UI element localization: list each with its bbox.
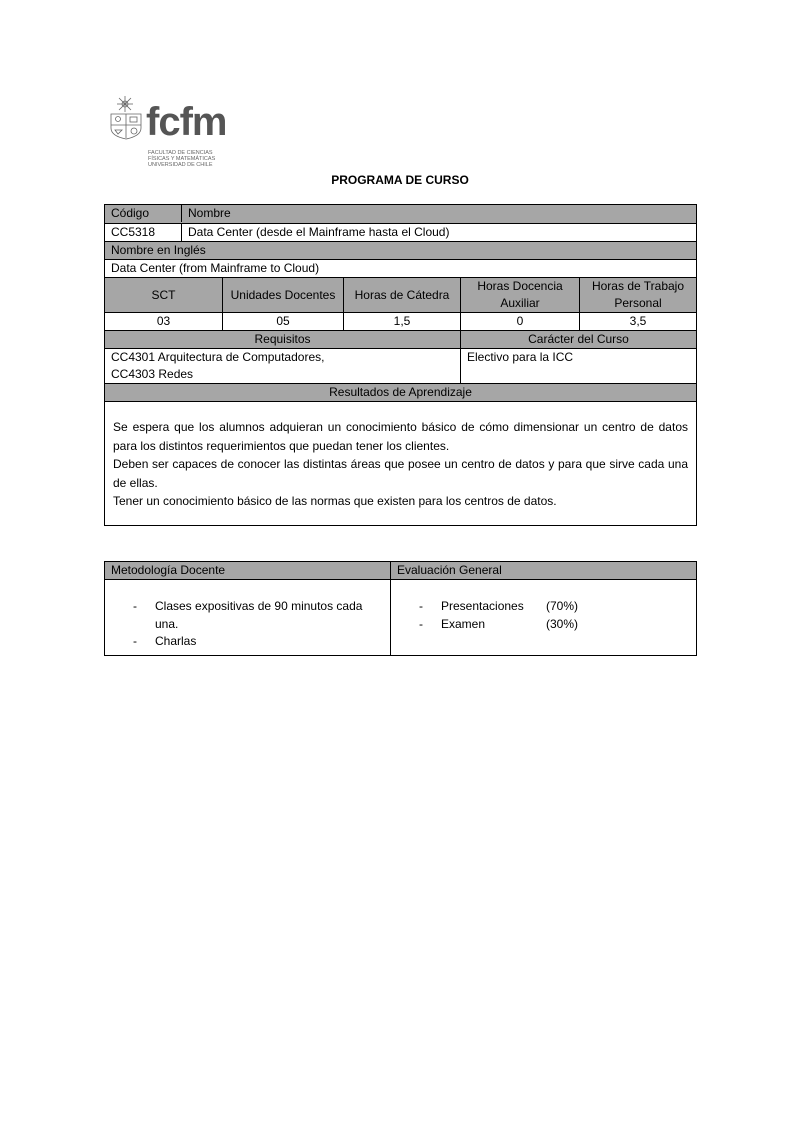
course-row: [105, 224, 697, 242]
methodology-header: Metodología Docente: [105, 562, 391, 580]
hours-header-sct: SCT: [105, 278, 223, 313]
hours-value-units: 05: [223, 313, 344, 331]
methodology-item: - Charlas: [111, 633, 384, 651]
results-paragraph: Tener un conocimiento básico de las normas que existen para los centros de datos.: [113, 494, 557, 508]
evaluation-header: Evaluación General: [391, 562, 697, 580]
code-header: Código Nombre: [105, 205, 223, 224]
evaluation-weight: (70%): [546, 599, 579, 613]
hours-value-auxiliary: 0: [461, 313, 580, 331]
evaluation-body: [391, 580, 697, 656]
university-emblem-icon: [108, 94, 146, 140]
fcfm-logo: [108, 94, 238, 174]
methodology-evaluation-table: [104, 561, 697, 656]
results-body: [105, 402, 697, 526]
evaluation-item: [397, 616, 690, 634]
hours-value-personal: 3,5: [580, 313, 697, 331]
page-title: PROGRAMA DE CURSO: [331, 173, 469, 187]
course-name: Data Center (desde el Mainframe hasta el Cloud): [188, 225, 450, 239]
hours-header-lecture: Horas de Cátedra: [344, 278, 461, 313]
methodology-item: - Clases expositivas de 90 minutos cada una.: [111, 598, 384, 633]
hours-value-lecture: 1,5: [344, 313, 461, 331]
evaluation-label: - Presentaciones: [441, 599, 524, 613]
english-name: Data Center (from Mainframe to Cloud): [105, 260, 697, 278]
evaluation-item: [397, 598, 690, 616]
results-paragraph: Deben ser capaces de conocer las distintas áreas que posee un centro de datos y para que sirve cada una de ellas.: [113, 457, 688, 490]
hours-header-personal: Horas de Trabajo Personal: [580, 278, 697, 313]
hours-header-auxiliary: Horas Docencia Auxiliar: [461, 278, 580, 313]
hours-header-units: Unidades Docentes: [223, 278, 344, 313]
name-header: Nombre: [181, 205, 463, 222]
requirements-list: [105, 349, 461, 384]
evaluation-label: - Examen: [441, 616, 486, 631]
requirement-item: CC4303 Redes: [111, 367, 194, 381]
english-name-header: Nombre en Inglés: [105, 242, 697, 260]
hours-value-sct: 03: [105, 313, 223, 331]
course-character: Electivo para la ICC: [461, 349, 697, 384]
character-header: Carácter del Curso: [461, 331, 697, 349]
requirements-header: Requisitos: [105, 331, 461, 349]
requirement-item: CC4301 Arquitectura de Computadores,: [111, 350, 325, 364]
evaluation-weight: (30%): [546, 616, 579, 631]
results-paragraph: Se espera que los alumnos adquieran un conocimiento básico de cómo dimensionar un centro de datos para los distintos requerimientos que puedan tener los clientes.: [113, 420, 688, 453]
logo-subtitle: FACULTAD DE CIENCIAS FÍSICAS Y MATEMÁTICAS UNIVERSIDAD DE CHILE: [148, 150, 216, 168]
course-code: CC5318: [105, 224, 182, 241]
logo-wordmark: fcfm: [146, 100, 227, 144]
results-header: Resultados de Aprendizaje: [105, 384, 697, 402]
course-info-table: [104, 204, 697, 526]
methodology-body: [105, 580, 391, 656]
